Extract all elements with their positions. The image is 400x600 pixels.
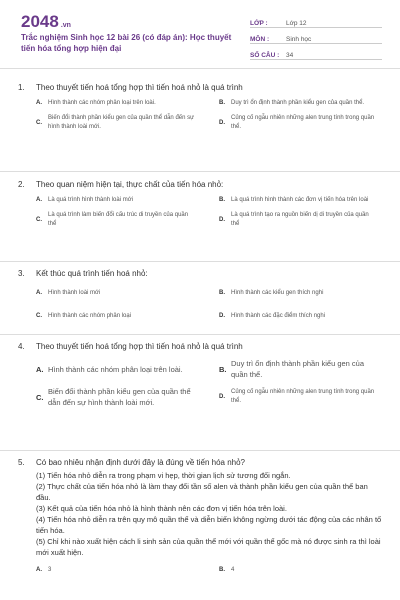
- statement: (5) Chỉ khi nào xuất hiện cách li sinh sản của quần thể mới với quần thể gốc mà nó được sinh ra thì loài mới xuất hiện.: [36, 537, 381, 557]
- statement: (4) Tiến hóa nhỏ diễn ra trên quy mô quần thể và diễn biến không ngừng dưới tác động của các nhân tố tiến hóa.: [36, 515, 382, 535]
- meta-value: Lớp 12: [286, 20, 307, 27]
- option-letter: B.: [219, 290, 225, 296]
- brand-name: 2048: [21, 12, 59, 31]
- option-letter: B.: [219, 100, 225, 106]
- option-b[interactable]: [201, 289, 384, 298]
- option-letter: A.: [36, 197, 42, 203]
- option-a[interactable]: [18, 358, 201, 380]
- question-number: 5.: [18, 458, 25, 467]
- question-3: [18, 268, 384, 327]
- option-a[interactable]: [18, 289, 201, 298]
- page-title: Trắc nghiệm Sinh học 12 bài 26 (có đáp án): Học thuyết tiến hóa tổng hợp hiện đại: [21, 33, 232, 53]
- option-text: Là quá trình làm biến đổi cấu trúc di truyền của quần thể: [48, 212, 189, 227]
- option-letter: C.: [36, 119, 42, 126]
- question-number: 1.: [18, 83, 25, 92]
- question-text: Có bao nhiêu nhận định dưới đây là đúng về tiến hóa nhỏ?: [36, 458, 245, 467]
- option-c[interactable]: [18, 211, 201, 229]
- question-text: Theo quan niệm hiện tại, thực chất của tiến hóa nhỏ:: [36, 180, 224, 189]
- option-text: Hình thành loài mới: [48, 290, 101, 296]
- divider: [0, 334, 400, 335]
- option-letter: A.: [36, 567, 42, 573]
- statement: (3) Kết quả của tiến hóa nhỏ là hình thành nên các đơn vị tiến hóa trên loài.: [36, 504, 287, 513]
- option-c[interactable]: [18, 114, 201, 132]
- option-letter: B.: [219, 364, 227, 374]
- option-a[interactable]: [18, 566, 201, 575]
- option-text: Duy trì ổn định thành phần kiểu gen của quần thể.: [231, 100, 365, 106]
- option-letter: A.: [36, 290, 42, 296]
- brand-logo[interactable]: [21, 12, 71, 32]
- statement: (2) Thực chất của tiến hóa nhỏ là làm thay đổi tần số alen và thành phần kiểu gen của quần thể ban đầu.: [36, 482, 368, 502]
- statement: (1) Tiến hóa nhỏ diễn ra trong phạm vi hẹp, thời gian lịch sử tương đối ngắn.: [36, 471, 291, 480]
- divider: [0, 261, 400, 262]
- meta-value: Sinh học: [286, 36, 312, 43]
- option-b[interactable]: [201, 566, 384, 575]
- question-4: [18, 341, 384, 414]
- divider: [0, 450, 400, 451]
- question-text: Kết thúc quá trình tiến hoá nhỏ:: [36, 269, 148, 278]
- option-letter: D.: [219, 216, 225, 223]
- option-letter: C.: [36, 392, 44, 402]
- option-text: Hình thành các nhóm phân loại trên loài.: [48, 364, 183, 374]
- meta-value: 34: [286, 52, 294, 59]
- option-text: Là quá trình hình thành các đơn vị tiến hóa trên loài: [231, 197, 369, 203]
- option-d[interactable]: [201, 312, 384, 321]
- question-1: [18, 82, 384, 138]
- option-letter: D.: [219, 393, 225, 400]
- option-letter: A.: [36, 364, 44, 374]
- question-2: [18, 179, 384, 235]
- option-b[interactable]: [201, 99, 384, 108]
- option-text: Hình thành các đặc điểm thích nghi: [231, 313, 326, 319]
- option-text: Củng cố ngẫu nhiên những alen trung tính trong quần thể.: [231, 389, 375, 404]
- question-text: Theo thuyết tiến hoá tổng hợp thì tiến hoá nhỏ là quá trình: [36, 83, 243, 92]
- option-d[interactable]: [201, 211, 384, 229]
- divider: [0, 171, 400, 172]
- option-text: Duy trì ổn định thành phần kiểu gen của quần thể.: [231, 359, 365, 379]
- brand-suffix: .vn: [60, 22, 71, 29]
- option-letter: A.: [36, 100, 42, 106]
- meta-subject: [250, 30, 382, 44]
- meta-label: LỚP :: [250, 20, 268, 27]
- question-5: [18, 457, 384, 581]
- option-letter: D.: [219, 313, 225, 319]
- question-text: Theo thuyết tiến hoá tổng hợp thì tiến hoá nhỏ là quá trình: [36, 342, 243, 351]
- option-text: 4: [231, 567, 235, 573]
- option-text: Biến đổi thành phần kiểu gen của quần thể dẫn đến sự hình thành loài mới.: [48, 115, 195, 130]
- option-text: Hình thành các nhóm phân loại trên loài.: [48, 100, 156, 106]
- option-letter: C.: [36, 216, 42, 223]
- meta-count: [250, 46, 382, 60]
- option-a[interactable]: [18, 99, 201, 108]
- option-letter: B.: [219, 197, 225, 203]
- option-d[interactable]: [201, 114, 384, 132]
- exam-meta: [250, 14, 382, 62]
- option-text: Củng cố ngẫu nhiên những alen trung tính trong quần thể.: [231, 115, 375, 130]
- option-b[interactable]: [201, 358, 384, 380]
- option-text: Biến đổi thành phần kiểu gen của quần thể dẫn đến sự hình thành loài mới.: [48, 387, 191, 407]
- meta-label: MÔN :: [250, 36, 270, 43]
- option-letter: B.: [219, 567, 225, 573]
- option-text: Là quá trình tạo ra nguồn biến dị di truyền của quần thể: [231, 212, 369, 227]
- option-text: Là quá trình hình thành loài mới: [48, 197, 133, 203]
- option-letter: D.: [219, 119, 225, 126]
- question-number: 3.: [18, 269, 25, 278]
- option-text: Hình thành các kiểu gen thích nghi: [231, 290, 324, 296]
- question-number: 2.: [18, 180, 25, 189]
- option-c[interactable]: [18, 386, 201, 408]
- statements-list: [18, 470, 384, 558]
- meta-label: SỐ CÂU :: [250, 52, 280, 59]
- option-b[interactable]: [201, 196, 384, 205]
- option-a[interactable]: [18, 196, 201, 205]
- option-letter: C.: [36, 313, 42, 319]
- option-c[interactable]: [18, 312, 201, 321]
- divider: [0, 68, 400, 69]
- option-d[interactable]: [201, 386, 384, 408]
- meta-class: [250, 14, 382, 28]
- question-number: 4.: [18, 342, 25, 351]
- option-text: Hình thành các nhóm phân loại: [48, 313, 132, 319]
- option-text: 3: [48, 567, 52, 573]
